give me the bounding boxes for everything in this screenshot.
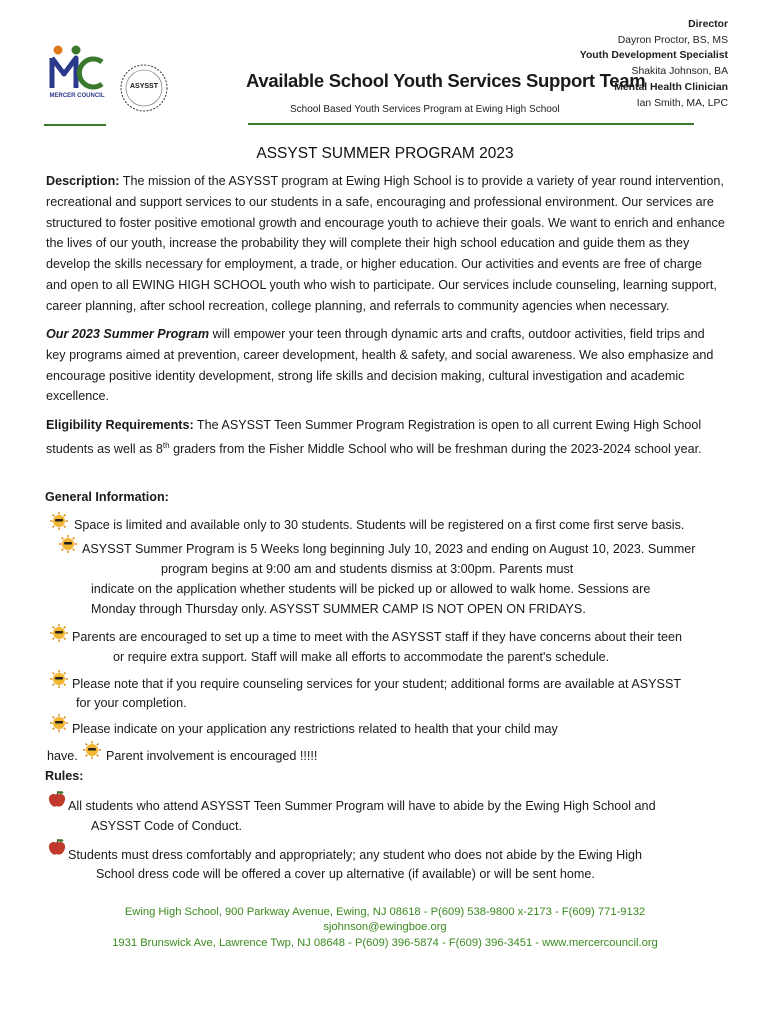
summer-program-text: will empower your teen through dynamic arts and crafts, outdoor activities, field trips and key programs aimed at prevention, career development, health & safety, and social awareness. We also emphasize and encourage positive identity development, strong life skills and decision making, cultural investigation and academic excellence. xyxy=(46,327,714,404)
rule-1b: ASYSST Code of Conduct. xyxy=(91,819,242,833)
rule-2a: Students must dress comfortably and appropriately; any student who does not abide by the Ewing High xyxy=(68,848,643,862)
general-item-4a: Please note that if you require counseling services for your student; additional forms are available at ASYSST xyxy=(72,677,682,691)
general-info-label: General Information: xyxy=(45,490,169,504)
footer-ewing-address: Ewing High School, 900 Parkway Avenue, Ewing, NJ 08618 - P(609) 538-9800 x-2173 - F(609) 771-9132 xyxy=(124,906,646,918)
header-rule-left xyxy=(44,124,106,126)
staff-role-director: Director xyxy=(688,19,728,30)
footer-email[interactable]: sjohnson@ewingboe.org xyxy=(323,921,447,934)
footer xyxy=(0,905,770,951)
general-item-4b: for your completion. xyxy=(76,696,187,710)
sun-icon xyxy=(80,741,104,759)
asysst-logo xyxy=(118,62,170,114)
general-item-1: Space is limited and available only to 30 students. Students will be registered on a first come first serve basis. xyxy=(74,518,685,532)
general-item-5a: Please indicate on your application any restrictions related to health that your child may xyxy=(72,722,558,736)
header-rule xyxy=(248,123,694,125)
general-item-2a: ASYSST Summer Program is 5 Weeks long beginning July 10, 2023 and ending on August 10, 2023. Summer xyxy=(82,542,696,556)
document-title: ASSYST SUMMER PROGRAM 2023 xyxy=(256,145,514,162)
rule-2b: School dress code will be offered a cover up alternative (if available) or will be sent home. xyxy=(96,867,595,881)
eligibility-sup: th xyxy=(162,440,170,450)
header-title: Available School Youth Services Support Team xyxy=(246,70,646,91)
general-item-6: Parent involvement is encouraged !!!!! xyxy=(106,749,318,763)
general-item-3b: or require extra support. Staff will make all efforts to accommodate the parent's schedule. xyxy=(113,650,610,664)
sun-icon xyxy=(47,714,71,732)
staff-list xyxy=(580,17,728,111)
general-item-5b: have. xyxy=(47,749,78,763)
eligibility-text-a: The ASYSST Teen Summer Program Registration is open to all current Ewing High School students as well as 8 xyxy=(46,418,702,456)
eligibility-paragraph xyxy=(46,415,726,460)
staff-name-youth-dev: Shakita Johnson, BA xyxy=(631,66,728,78)
staff-name-director: Dayron Proctor, BS, MS xyxy=(617,34,728,46)
footer-mercer-address: 1931 Brunswick Ave, Lawrence Twp, NJ 08648 - P(609) 396-5874 - F(609) 396-3451 - www.mercercouncil.org xyxy=(112,936,658,949)
description-text: The mission of the ASYSST program at Ewing High School is to provide a variety of year round intervention, recreational and support services to our students in a safe, encouraging and professional environment. Our services are structured to foster positive emotional growth and encourage youth to achieve their goals. We want to enrich and enhance the lives of our youth, increase the probability they will complete their high school education and guide them as they develop the skills necessary for employment, a trade, or higher education. Our activities and events are free of charge and open to all EWING HIGH SCHOOL youth who wish to participate. Our services include counseling, learning support, career planning, after school recreation, college planning, and referrals to community agencies when necessary. xyxy=(46,174,725,313)
general-item-2d: Monday through Thursday only. ASYSST SUMMER CAMP IS NOT OPEN ON FRIDAYS. xyxy=(91,602,586,616)
summer-program-paragraph xyxy=(46,324,726,407)
staff-name-clinician: Ian Smith, MA, LPC xyxy=(636,97,728,109)
header-subtitle: School Based Youth Services Program at Ewing High School xyxy=(290,104,560,115)
apple-icon xyxy=(47,790,67,808)
logo-caption: MERCER COUNCIL xyxy=(49,93,105,99)
general-item-2b: program begins at 9:00 am and students dismiss at 3:00pm. Parents must xyxy=(161,562,574,576)
description-paragraph xyxy=(46,171,726,317)
general-item-3a: Parents are encouraged to set up a time to meet with the ASYSST staff if they have concerns about their teen xyxy=(72,630,682,644)
staff-role-clinician: Mental Health Clinician xyxy=(614,81,728,93)
summer-program-label: Our 2023 Summer Program xyxy=(46,327,210,341)
general-item-2c: indicate on the application whether students will be picked up or allowed to walk home. Sessions are xyxy=(91,582,651,596)
rule-1a: All students who attend ASYSST Teen Summer Program will have to abide by the Ewing High School and xyxy=(68,799,656,813)
description-label: Description: xyxy=(46,174,120,188)
sun-icon xyxy=(47,624,71,642)
eligibility-label: Eligibility Requirements: xyxy=(46,418,194,432)
sun-icon xyxy=(47,670,71,688)
mercer-council-logo xyxy=(46,44,108,106)
rules-label: Rules: xyxy=(45,769,84,783)
eligibility-text-b: graders from the Fisher Middle School who will be freshman during the 2023-2024 school year. xyxy=(169,441,702,456)
sun-icon xyxy=(47,512,71,530)
asysst-logo-text: ASYSST xyxy=(129,83,158,90)
apple-icon xyxy=(47,838,67,856)
sun-icon xyxy=(56,535,80,553)
staff-role-youth-dev: Youth Development Specialist xyxy=(579,50,728,62)
